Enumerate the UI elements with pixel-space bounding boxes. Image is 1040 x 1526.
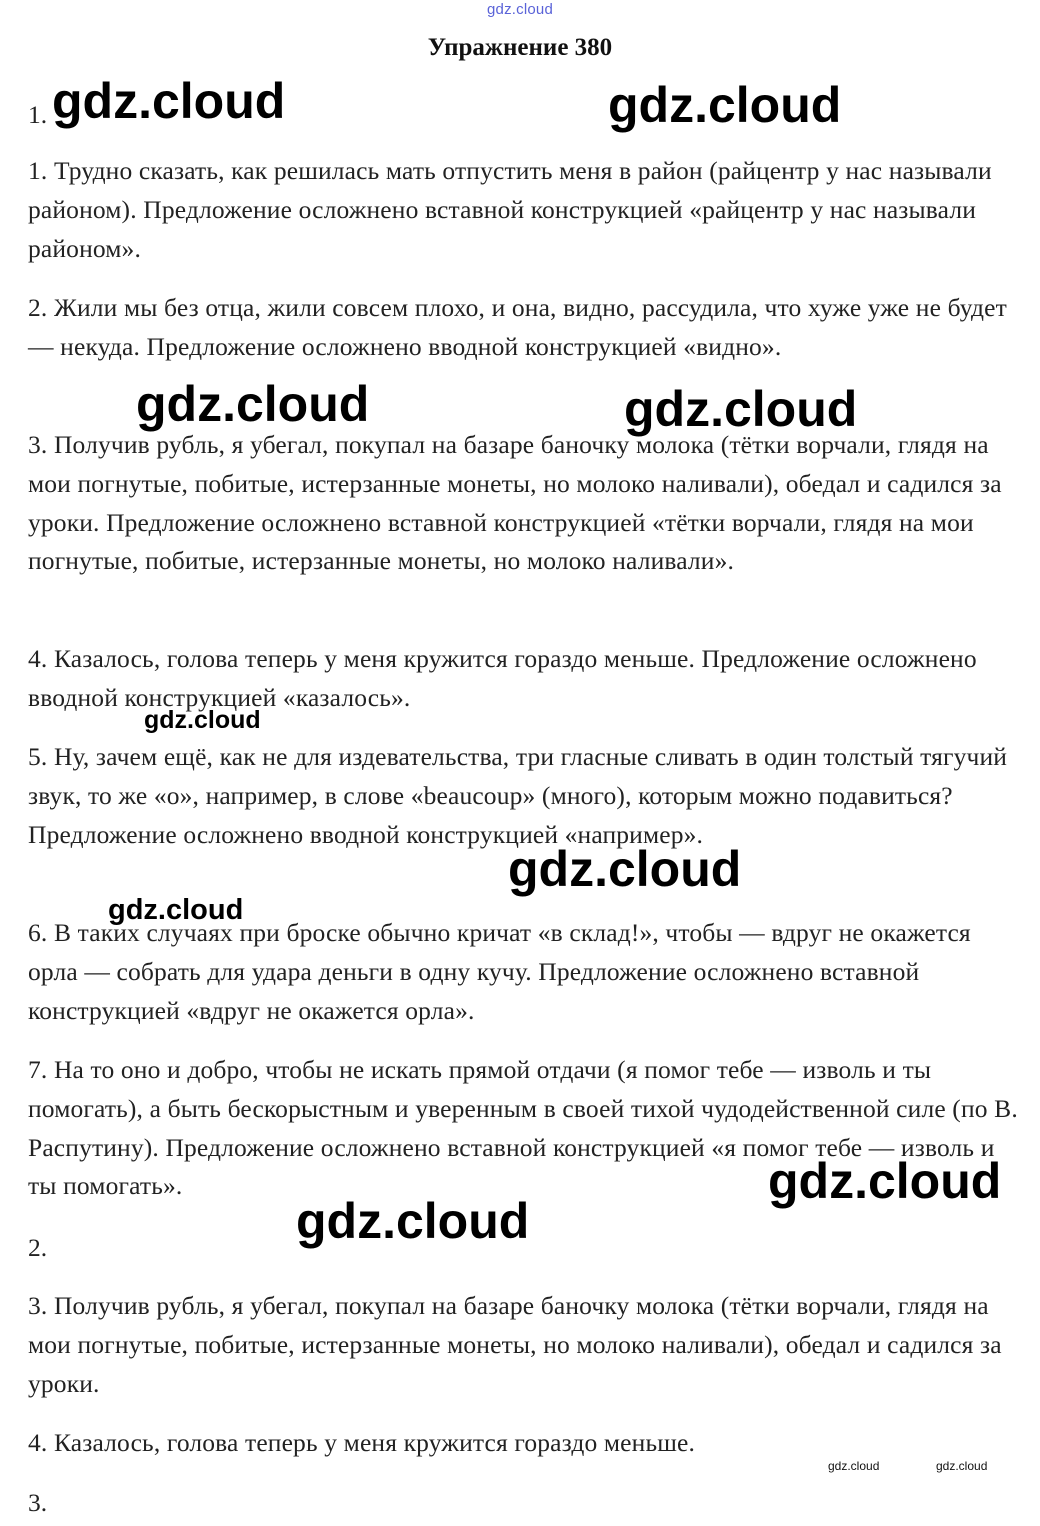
- watermark: gdz.cloud: [936, 1459, 988, 1473]
- paragraph-8: 3. Получив рубль, я убегал, покупал на базаре баночку молока (тётки ворчали, глядя на мои погнутые, побитые, истерзанные монеты, но молоко наливали), обедал и садился за уроки.: [28, 1291, 1002, 1398]
- watermark: gdz.cloud: [624, 381, 858, 437]
- watermark: gdz.cloud: [828, 1459, 880, 1473]
- paragraph-1: 1. Трудно сказать, как решилась мать отпустить меня в район (райцентр у нас называли районом). Предложение осложнено вставной конструкцией «райцентр у нас называли районом».: [28, 156, 992, 263]
- section-number-3: 3.: [28, 1488, 48, 1517]
- source-watermark: gdz.cloud: [486, 1, 553, 18]
- paragraph-6: 6. В таких случаях при броске обычно кричат «в склад!», чтобы — вдруг не окажется орла — собрать для удара деньги в одну кучу. Предложение осложнено вставной конструкцией «вдруг не окажется орла».: [28, 918, 971, 1025]
- watermark: gdz.cloud: [136, 376, 370, 432]
- exercise-title: Упражнение 380: [427, 34, 613, 61]
- watermark: gdz.cloud: [508, 841, 742, 897]
- watermark: gdz.cloud: [52, 73, 286, 129]
- section-number-1: 1.: [28, 100, 48, 129]
- paragraph-2: 2. Жили мы без отца, жили совсем плохо, и она, видно, рассудила, что хуже уже не будет — некуда. Предложение осложнено вводной конструкцией «видно».: [28, 293, 1007, 361]
- paragraph-5: 5. Ну, зачем ещё, как не для издевательства, три гласные сливать в один толстый тягучий звук, то же «о», например, в слове «beaucoup» (много), которым можно подавиться? Предложение осложнено вводной конструкцией «например».: [28, 742, 1008, 849]
- paragraph-3: 3. Получив рубль, я убегал, покупал на базаре баночку молока (тётки ворчали, глядя на мои погнутые, побитые, истерзанные монеты, но молоко наливали), обедал и садился за уроки. Предложение осложнено вставной конструкцией «тётки ворчали, глядя на мои погнутые, побитые, истерзанные монеты, но молоко наливали».: [28, 430, 1002, 576]
- watermark: gdz.cloud: [144, 706, 261, 734]
- watermark: gdz.cloud: [296, 1193, 530, 1249]
- watermark: gdz.cloud: [108, 894, 244, 926]
- watermark: gdz.cloud: [768, 1153, 1002, 1209]
- paragraph-7: 7. На то оно и добро, чтобы не искать прямой отдачи (я помог тебе — изволь и ты помогать), а быть бескорыстным и уверенным в своей тихой чудодейственной силе (по В. Распутину). Предложение осложнено вставной конструкцией «я помог тебе — изволь и ты помогать».: [28, 1055, 1018, 1201]
- watermark: gdz.cloud: [608, 77, 842, 133]
- paragraph-9: 4. Казалось, голова теперь у меня кружится гораздо меньше.: [28, 1428, 696, 1457]
- paragraph-4: 4. Казалось, голова теперь у меня кружится гораздо меньше. Предложение осложнено вводной конструкцией «казалось».: [28, 644, 977, 712]
- section-number-2: 2.: [28, 1233, 48, 1262]
